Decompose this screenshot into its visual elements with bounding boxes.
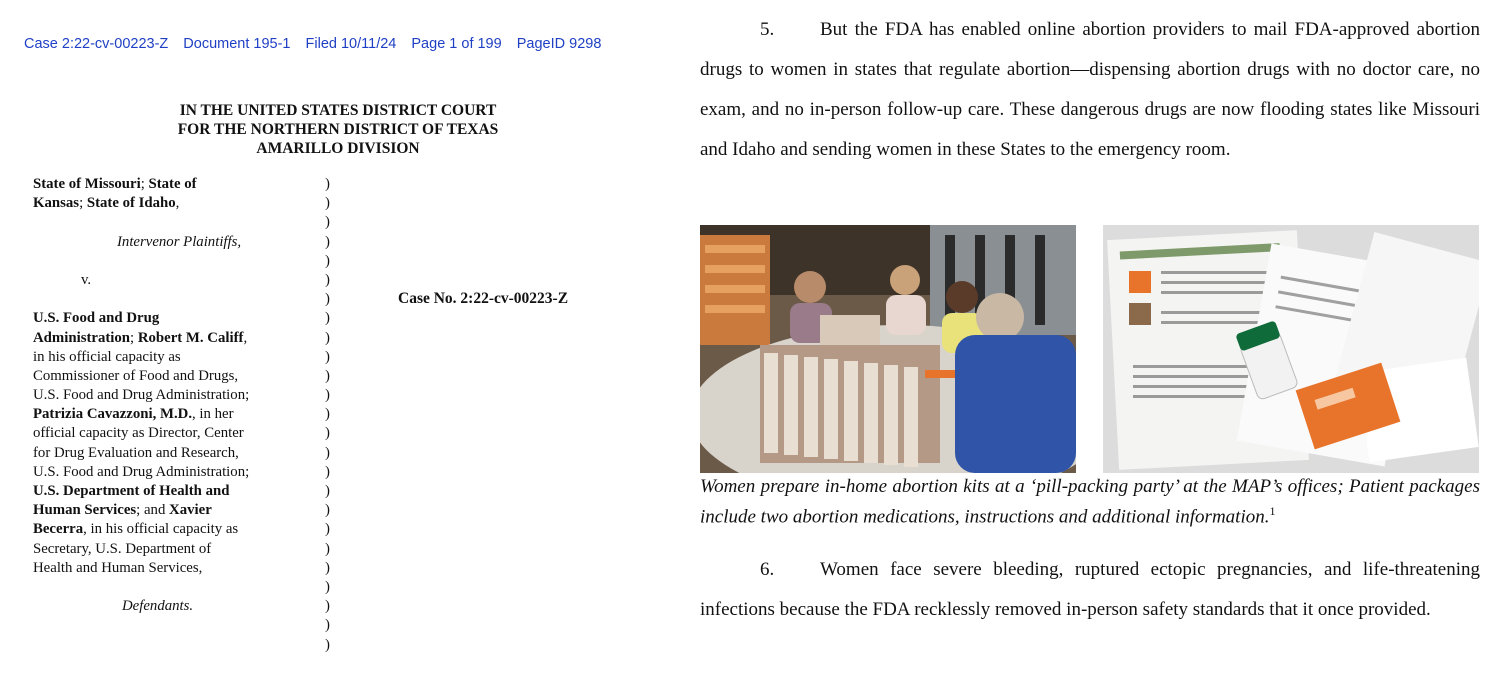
filing-header-stamp [24,36,612,52]
figure-caption-text: Women prepare in-home abortion kits at a ‘pill-packing party’ at the MAP’s offices; Patient packages include two abortion medications, instructions and additional information. [700,476,1480,528]
caption-paren: ) [325,310,330,327]
defendants-line-10: U.S. Department of Health and [33,483,230,499]
defendants-line-3: in his official capacity as [33,348,181,365]
caption-paren-column [325,175,337,655]
left-page [0,0,680,685]
paragraph-number: 6. [760,559,775,580]
caption-paren: ) [325,444,330,461]
caption-paren: ) [325,578,330,595]
caption-paren: ) [325,387,330,404]
pill-packing-photo-illustration [700,225,1076,473]
page-count-stamp: Page 1 of 199 [411,36,502,52]
figure-caption [700,475,1480,529]
caption-paren: ) [325,540,330,557]
paragraph-5 [700,10,1480,170]
caption-paren: ) [325,348,330,365]
caption-paren: ) [325,406,330,423]
footnote-marker[interactable]: 1 [1269,504,1276,518]
caption-paren: ) [325,271,330,288]
defendants-line-13: Secretary, U.S. Department of [33,540,212,557]
defendants-line-6: Patrizia Cavazzoni, M.D., in her [33,406,234,423]
caption-paren: ) [325,195,330,212]
court-heading-line2: FOR THE NORTHERN DISTRICT OF TEXAS [177,121,499,138]
defendants-line-9: U.S. Food and Drug Administration; [33,463,250,480]
document-number-stamp: Document 195-1 [183,36,291,52]
court-heading-line1: IN THE UNITED STATES DISTRICT COURT [179,102,497,119]
caption-paren: ) [325,176,330,192]
paragraph-6 [700,550,1480,630]
caption-paren: ) [325,502,330,519]
page-id-stamp: PageID 9298 [516,36,602,52]
caption-paren: ) [325,214,330,231]
court-heading-line3: AMARILLO DIVISION [256,140,420,157]
caption-paren: ) [325,598,330,615]
caption-paren: ) [325,252,330,269]
caption-paren: ) [325,367,330,384]
plaintiffs-role: Intervenor Plaintiffs, [117,233,242,250]
caption-paren: ) [325,636,330,653]
paragraph-text: But the FDA has enabled online abortion providers to mail FDA-approved abortion drugs to women in states that regulate abortion—dispensing abortion drugs with no doctor care, no exam, and no in-person follow-up care. These dangerous drugs are now flooding states like Missouri and Idaho and sending women in these States to the emergency room. [700,19,1480,160]
caption-paren: ) [325,425,330,442]
defendants-line-12: Becerra, in his official capacity as [33,521,239,538]
photo-pill-packing-party [700,225,1076,473]
patient-package-photo-illustration [1103,225,1479,473]
right-page [700,0,1480,685]
defendants-line-14: Health and Human Services, [33,559,203,576]
caption-paren: ) [325,617,330,634]
case-number-label: Case No. 2:22-cv-00223-Z [398,290,569,307]
caption-paren: ) [325,521,330,538]
plaintiffs-line-2: Kansas; State of Idaho, [33,195,180,212]
filed-date-stamp: Filed 10/11/24 [305,36,397,52]
paragraph-number: 5. [760,19,775,40]
case-caption-parties [33,175,313,616]
defendants-line-7: official capacity as Director, Center [33,425,244,442]
caption-paren: ) [325,559,330,576]
caption-paren: ) [325,329,330,346]
versus-label: v. [81,271,92,288]
defendants-line-4: Commissioner of Food and Drugs, [33,367,239,384]
defendants-line-1: U.S. Food and Drug [33,310,160,327]
photo-patient-package [1103,225,1479,473]
case-number-stamp: Case 2:22-cv-00223-Z [24,36,169,52]
defendants-line-2: Administration; Robert M. Califf, [33,329,248,346]
paragraph-text: Women face severe bleeding, ruptured ectopic pregnancies, and life-threatening infections because the FDA recklessly removed in-person safety standards that it once provided. [700,559,1480,620]
caption-paren: ) [325,483,330,499]
caption-paren: ) [325,233,330,250]
defendants-role: Defendants. [122,598,194,615]
defendants-line-5: U.S. Food and Drug Administration; [33,387,250,404]
caption-paren: ) [325,463,330,480]
defendants-line-8: for Drug Evaluation and Research, [33,444,239,461]
court-heading [0,101,676,158]
caption-paren: ) [325,291,330,308]
defendants-line-11: Human Services; and Xavier [33,502,212,519]
plaintiffs-line-1: State of Missouri; State of [33,176,197,192]
